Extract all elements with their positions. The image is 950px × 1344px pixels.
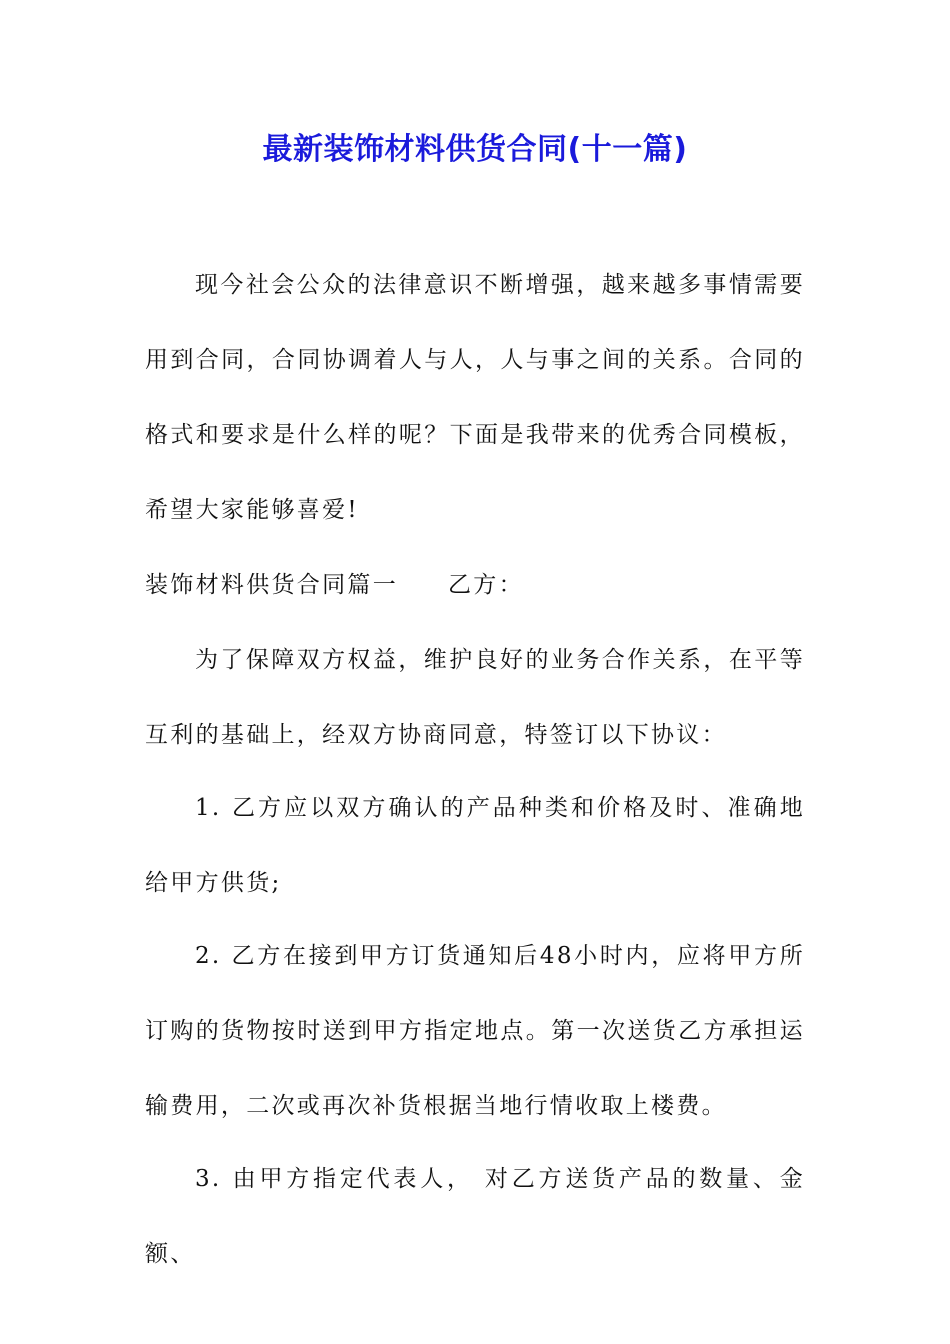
section-heading: 装饰材料供货合同篇一 [145,572,398,598]
clause-2: 2. 乙方在接到甲方订货通知后48小时内，应将甲方所订购的货物按时送到甲方指定地点。第一次送货乙方承担运输费用，二次或再次补货根据当地行情收取上楼费。 [145,943,805,1119]
intro-paragraph: 现今社会公众的法律意识不断增强，越来越多事情需要用到合同，合同协调着人与人，人与事之间的关系。合同的格式和要求是什么样的呢？下面是我带来的优秀合同模板，希望大家能够喜爱! [145,272,805,523]
preamble-paragraph: 为了保障双方权益，维护良好的业务合作关系，在平等互利的基础上，经双方协商同意，特签订以下协议： [145,647,805,748]
party-b-label: 乙方： [448,572,524,598]
clause-3: 3. 由甲方指定代表人， 对乙方送货产品的数量、金额、 [145,1166,805,1267]
section-heading-line [145,565,524,605]
clause-1: 1. 乙方应以双方确认的产品种类和价格及时、准确地给甲方供货; [145,795,805,896]
document-title: 最新装饰材料供货合同(十一篇) [262,132,688,167]
